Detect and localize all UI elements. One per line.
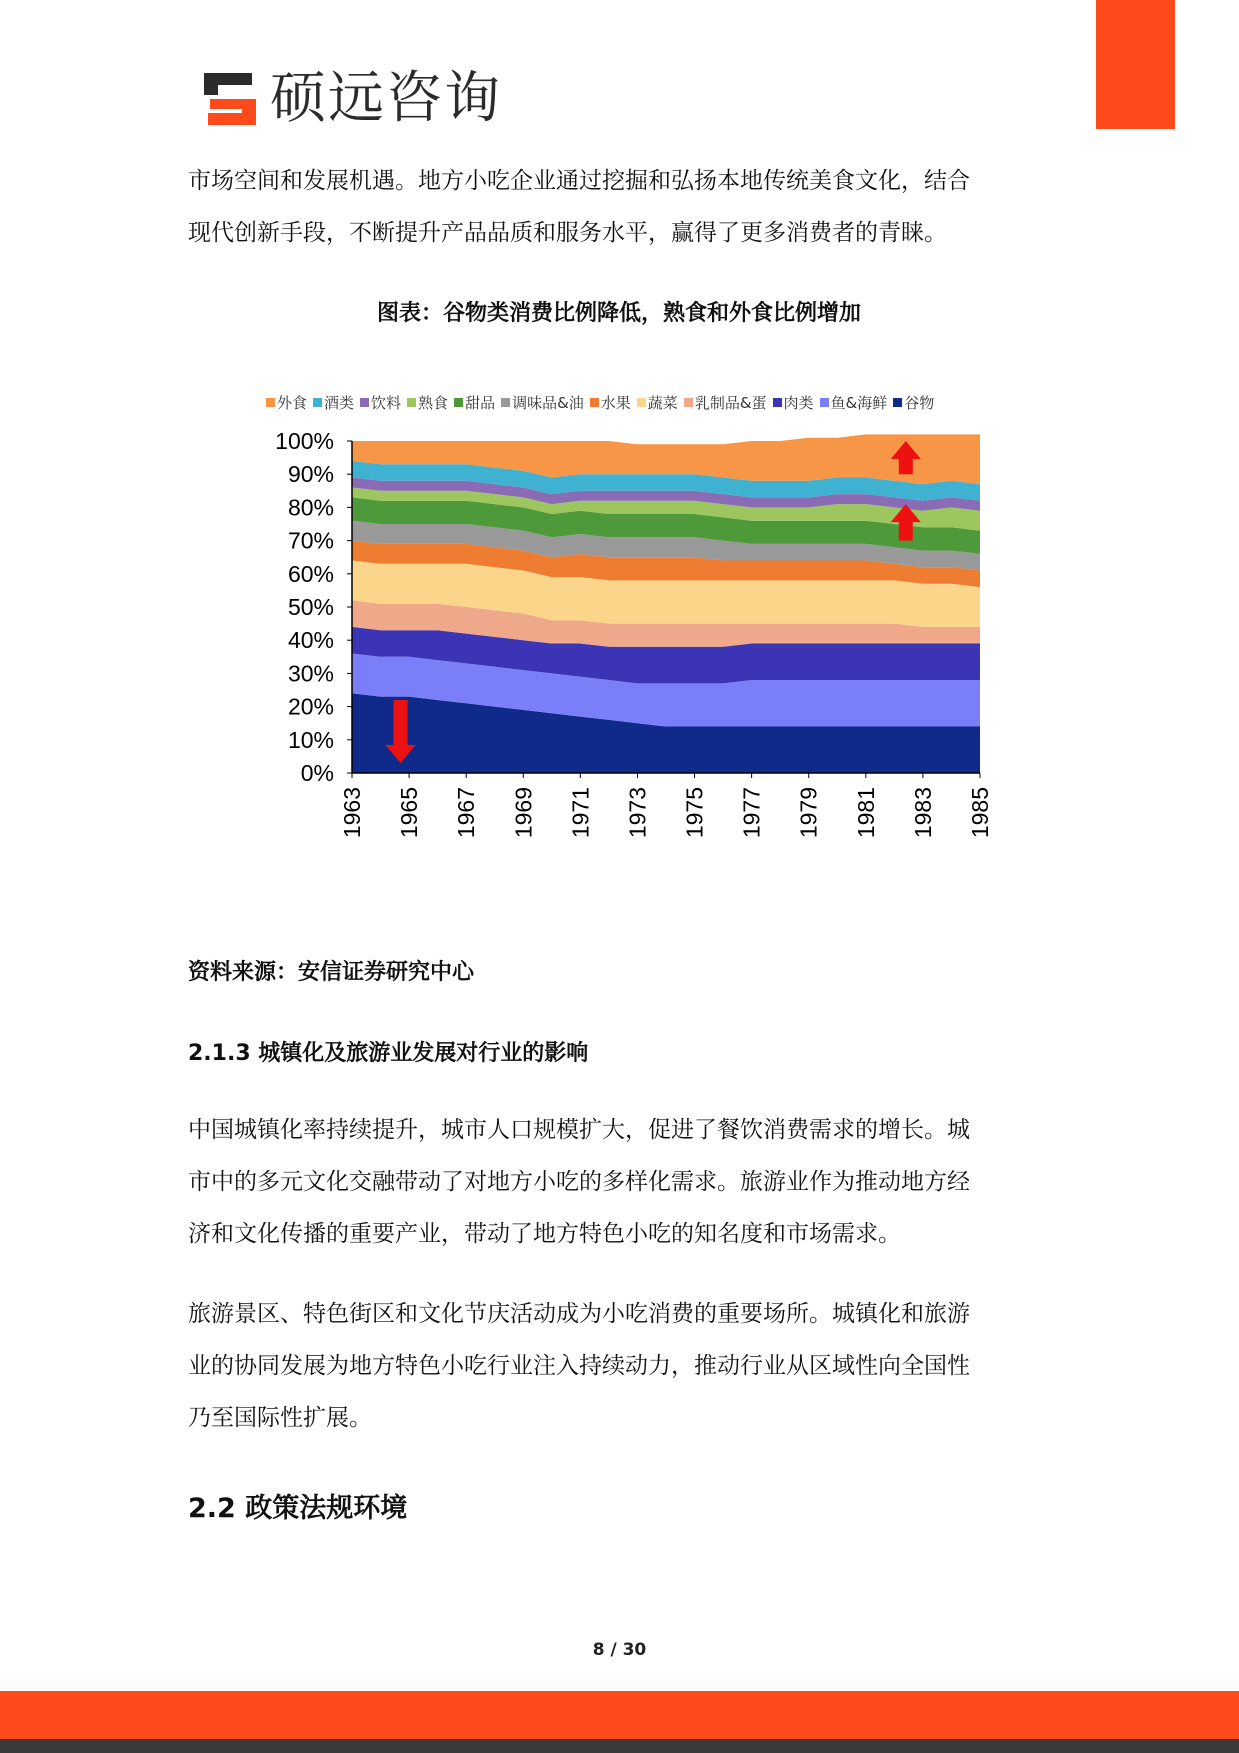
legend-label: 熟食 <box>418 394 449 412</box>
text-line: 济和文化传播的重要产业，带动了地方特色小吃的知名度和市场需求。 <box>188 1221 901 1247</box>
text-line: 业的协同发展为地方特色小吃行业注入持续动力，推动行业从区域性向全国性 <box>188 1353 970 1379</box>
legend-label: 肉类 <box>783 394 814 412</box>
source-note: 资料来源：安信证券研究中心 <box>188 960 475 985</box>
logo-text: 硕远咨询 <box>270 66 502 131</box>
legend-label: 甜品 <box>465 394 496 412</box>
paragraph-urbanization <box>188 1104 1038 1260</box>
y-tick-label: 100% <box>275 428 334 454</box>
text-line: 乃至国际性扩展。 <box>188 1405 372 1431</box>
x-tick-label: 1981 <box>852 787 879 839</box>
text-line: 市场空间和发展机遇。地方小吃企业通过挖掘和弘扬本地传统美食文化，结合 <box>188 168 970 194</box>
x-tick-label: 1977 <box>738 787 765 839</box>
y-tick-label: 90% <box>287 461 334 488</box>
logo-mark-icon <box>200 69 260 129</box>
footer-dark-strip <box>0 1739 1239 1753</box>
paragraph-tourism <box>188 1288 1038 1444</box>
text-line: 现代创新手段，不断提升产品品质和服务水平，赢得了更多消费者的青睐。 <box>188 220 947 246</box>
y-tick-label: 0% <box>300 760 334 786</box>
x-tick-label: 1975 <box>681 787 708 839</box>
legend-label: 乳制品&蛋 <box>694 394 767 412</box>
x-tick-label: 1969 <box>510 787 537 839</box>
legend-label: 水果 <box>600 394 631 412</box>
x-tick-label: 1979 <box>795 787 822 839</box>
legend-label: 酒类 <box>324 394 355 412</box>
y-tick-label: 40% <box>287 627 334 654</box>
x-tick-label: 1983 <box>909 787 936 839</box>
section-heading-2-1-3: 2.1.3 城镇化及旅游业发展对行业的影响 <box>188 1041 589 1066</box>
legend-label: 蔬菜 <box>647 394 678 412</box>
figure-caption: 图表：谷物类消费比例降低，熟食和外食比例增加 <box>376 301 861 326</box>
footer-accent-bar <box>0 1691 1239 1739</box>
text-line: 旅游景区、特色街区和文化节庆活动成为小吃消费的重要场所。城镇化和旅游 <box>188 1301 970 1327</box>
legend-label: 鱼&海鲜 <box>830 394 888 412</box>
text-line: 市中的多元文化交融带动了对地方小吃的多样化需求。旅游业作为推动地方经 <box>188 1169 970 1195</box>
x-tick-label: 1985 <box>967 787 993 839</box>
legend-label: 谷物 <box>904 394 935 412</box>
x-tick-label: 1971 <box>567 787 594 839</box>
company-logo <box>200 66 502 132</box>
y-tick-label: 10% <box>287 726 334 753</box>
corner-accent-block <box>1096 0 1175 129</box>
x-tick-label: 1973 <box>624 787 651 839</box>
y-tick-label: 20% <box>287 693 334 720</box>
legend-label: 外食 <box>277 394 308 412</box>
stacked-area-chart <box>204 370 1032 860</box>
y-tick-label: 80% <box>287 494 334 521</box>
intro-paragraph <box>188 155 1038 259</box>
y-tick-label: 60% <box>287 560 334 587</box>
text-line: 中国城镇化率持续提升，城市人口规模扩大，促进了餐饮消费需求的增长。城 <box>188 1117 970 1143</box>
legend-label: 调味品&油 <box>512 394 584 412</box>
x-tick-label: 1967 <box>453 787 480 839</box>
legend-label: 饮料 <box>371 394 402 412</box>
y-tick-label: 50% <box>287 594 334 620</box>
section-heading-2-2: 2.2 政策法规环境 <box>188 1493 408 1524</box>
chart-container <box>204 370 1032 860</box>
x-tick-label: 1965 <box>396 787 423 839</box>
y-tick-label: 30% <box>287 660 334 687</box>
x-tick-label: 1963 <box>339 787 365 839</box>
y-tick-label: 70% <box>287 527 334 554</box>
page-number: 8 / 30 <box>592 1640 647 1660</box>
